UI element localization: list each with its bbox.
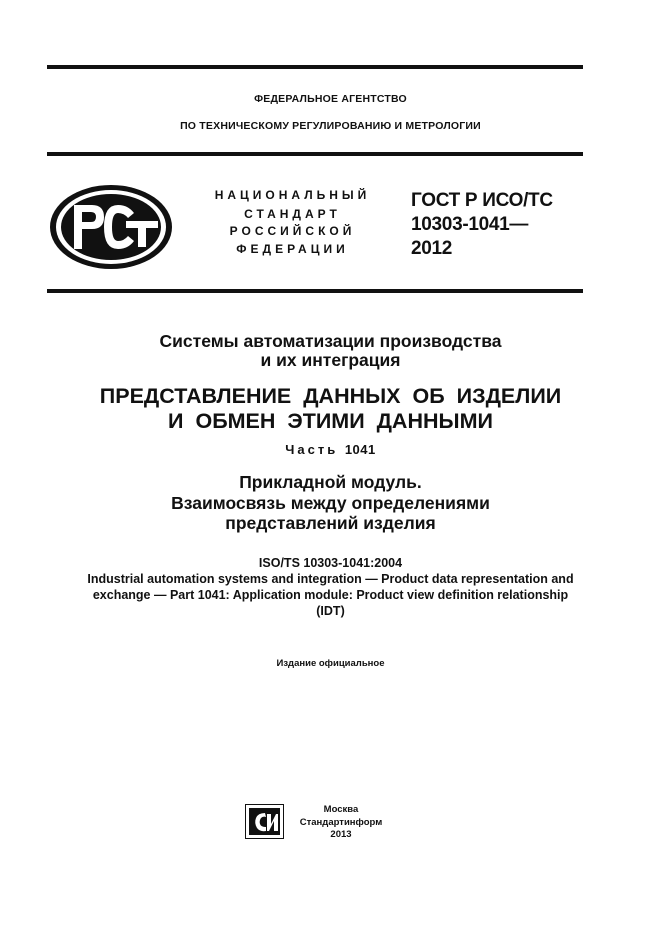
main-title-line-2: И ОБМЕН ЭТИМИ ДАННЫМИ bbox=[168, 409, 493, 433]
title-line-1: Системы автоматизации производства bbox=[159, 331, 502, 351]
designation-line-3: 2012 bbox=[411, 238, 453, 259]
edition-label: Издание официальное bbox=[276, 658, 385, 669]
standard-type-line-2: СТАНДАРТ bbox=[244, 207, 341, 221]
standard-type-line-3: РОССИЙСКОЙ bbox=[229, 224, 356, 238]
publisher-year: 2013 bbox=[330, 829, 352, 840]
part-word: Часть bbox=[285, 442, 339, 457]
subtitle-line-1: Прикладной модуль. bbox=[239, 472, 422, 492]
standartinform-logo bbox=[245, 804, 284, 839]
designation-rule bbox=[47, 289, 583, 293]
part-label bbox=[0, 442, 661, 457]
title-line-2: и их интеграция bbox=[260, 350, 401, 370]
subtitle-line-3: представлений изделия bbox=[225, 513, 436, 533]
main-title-line-1: ПРЕДСТАВЛЕНИЕ ДАННЫХ ОБ ИЗДЕЛИИ bbox=[99, 384, 562, 408]
iso-title-line-1: Industrial automation systems and integration — Product data representation and bbox=[87, 572, 574, 586]
iso-title-line-2: exchange — Part 1041: Application module: Product view definition relationship bbox=[92, 588, 569, 602]
standard-type-line-1: НАЦИОНАЛЬНЫЙ bbox=[214, 188, 371, 202]
publisher-city: Москва bbox=[323, 804, 359, 815]
top-rule bbox=[47, 65, 583, 69]
header-rule bbox=[47, 152, 583, 156]
iso-reference: ISO/TS 10303-1041:2004 bbox=[258, 556, 403, 570]
part-number: 1041 bbox=[344, 442, 376, 457]
agency-line-1: ФЕДЕРАЛЬНОЕ АГЕНТСТВО bbox=[254, 93, 407, 105]
designation-line-2: 10303-1041— bbox=[411, 214, 529, 235]
subtitle-line-2: Взаимосвязь между определениями bbox=[171, 493, 490, 513]
standard-type-line-4: ФЕДЕРАЦИИ bbox=[236, 242, 349, 256]
publisher-name: Стандартинформ bbox=[299, 817, 383, 828]
designation-line-1: ГОСТ Р ИСО/ТС bbox=[411, 190, 553, 211]
rst-certification-logo bbox=[48, 183, 174, 271]
agency-line-2: ПО ТЕХНИЧЕСКОМУ РЕГУЛИРОВАНИЮ И МЕТРОЛОГИИ bbox=[180, 120, 481, 132]
iso-idt: (IDT) bbox=[316, 604, 345, 618]
